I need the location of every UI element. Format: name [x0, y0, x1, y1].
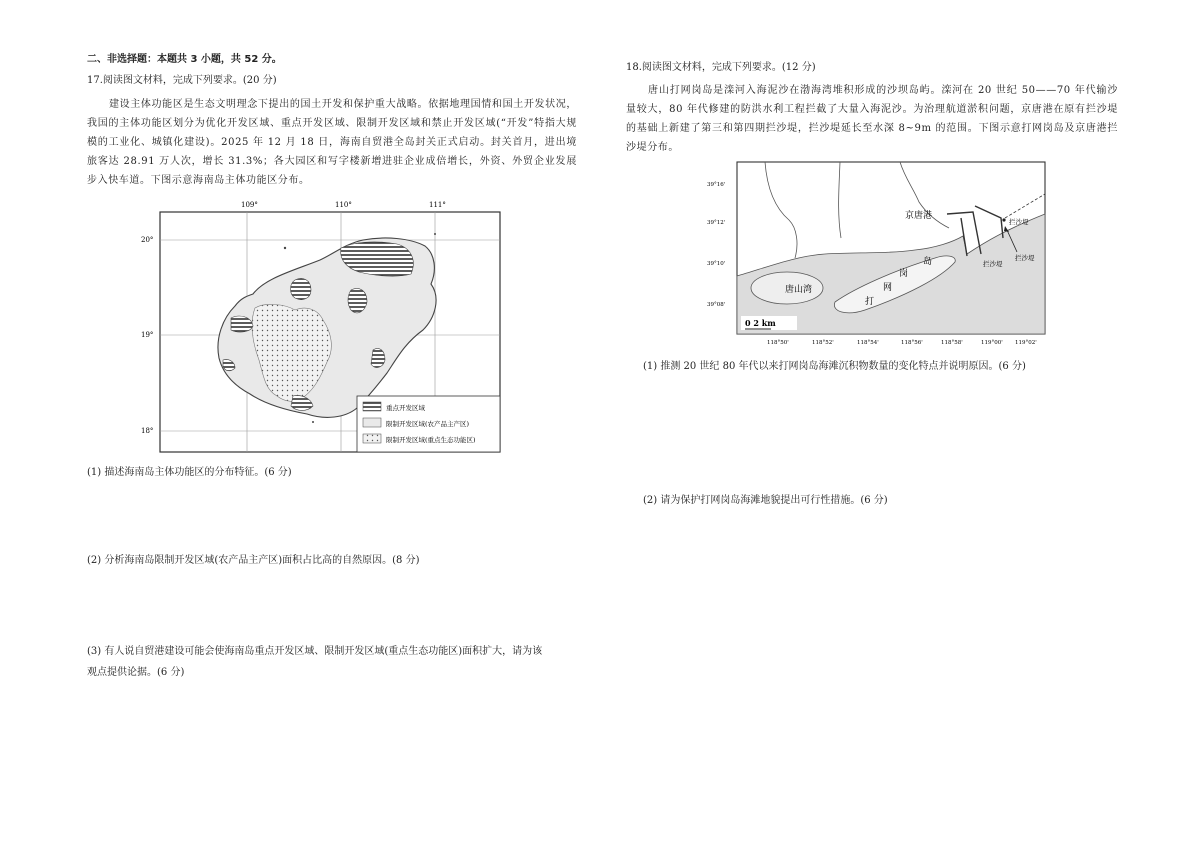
lon-label: 119°02': [1015, 340, 1037, 346]
key-dev-area: [291, 278, 312, 299]
lon-label: 118°58': [941, 340, 963, 346]
q17-sub1: (1) 描述海南岛主体功能区的分布特征。(6 分): [87, 467, 292, 478]
lon-label: 118°50': [767, 340, 789, 346]
key-dev-area: [348, 289, 367, 313]
lat-label: 20°: [141, 236, 154, 244]
lat-label: 39°12': [707, 220, 726, 226]
lon-label: 118°52': [812, 340, 834, 346]
hainan-map: [135, 198, 510, 458]
scale-label: 0 2 km: [745, 318, 776, 328]
section-header: 二、非选择题：本题共 3 小题，共 52 分。: [87, 54, 282, 65]
lon-label: 109°: [241, 201, 258, 209]
legend-label: 重点开发区域: [386, 404, 425, 412]
lat-label: 39°16': [707, 182, 726, 188]
island-char: 打: [865, 297, 875, 307]
dike-label: 拦沙堤: [1009, 218, 1029, 226]
dike-label: 拦沙堤: [1015, 254, 1035, 262]
q17-title: 17.阅读图文材料，完成下列要求。(20 分): [87, 75, 277, 86]
lat-label: 18°: [141, 427, 154, 435]
legend-label: 限制开发区域(重点生态功能区): [386, 436, 476, 444]
lon-label: 118°54': [857, 340, 879, 346]
island-char: 岛: [923, 257, 933, 267]
q17-material: 建设主体功能区是生态文明理念下提出的国土开发和保护重大战略。依据地理国情和国土开发状况，我国的主体功能区划分为优化开发区域、重点开发区域、限制开发区域和禁止开发区域(“开发”特指大规模的工业化、城镇化建设)。2025 年 12 月 18 日，海南自贸港全岛封关正式启动。封关首月，进出境旅客达 28.91 万人次，增长 31.3%；各大园区和写字楼新增进驻企业成倍增长，外资、外贸企业发展步入快车道。下图示意海南岛主体功能区分布。: [87, 99, 577, 186]
q18-material: 唐山打网岗岛是滦河入海泥沙在渤海湾堆积形成的沙坝岛屿。滦河在 20 世纪 50——70 年代输沙量较大，80 年代修建的防洪水利工程拦截了大量入海泥沙。为治理航道淤积问题，京唐港在原有拦沙堤的基础上新建了第三和第四期拦沙堤，拦沙堤延长至水深 8~9m 的范围。下图示意打网岗岛及京唐港拦沙堤分布。: [626, 85, 1118, 153]
dike-label: 拦沙堤: [983, 260, 1003, 268]
port-label: 京唐港: [905, 211, 933, 221]
bay-label: 唐山湾: [785, 285, 813, 295]
legend-label: 限制开发区域(农产品主产区): [386, 420, 470, 428]
lon-label: 111°: [429, 201, 446, 209]
map-legend: [357, 396, 500, 452]
lat-label: 19°: [141, 331, 154, 339]
lon-label: 118°56': [901, 340, 923, 346]
island-char: 岗: [899, 269, 909, 279]
island-char: 网: [883, 283, 893, 293]
dawanggang-map: [705, 158, 1050, 354]
q17-sub2: (2) 分析海南岛限制开发区域(农产品主产区)面积占比高的自然原因。(8 分): [87, 555, 420, 566]
lon-label: 119°00': [981, 340, 1003, 346]
q17-sub3-line1: (3) 有人说自贸港建设可能会使海南岛重点开发区域、限制开发区域(重点生态功能区)面积扩大，请为该: [87, 646, 543, 657]
key-dev-area: [371, 348, 385, 367]
lat-label: 39°08': [707, 302, 726, 308]
q17-sub3-line2: 观点提供论据。(6 分): [87, 667, 185, 678]
lat-label: 39°10': [707, 261, 726, 267]
lon-label: 110°: [335, 201, 352, 209]
q18-sub2: (2) 请为保护打网岗岛海滩地貌提出可行性措施。(6 分): [643, 495, 888, 506]
q18-title: 18.阅读图文材料，完成下列要求。(12 分): [626, 62, 816, 73]
q18-sub1: (1) 推测 20 世纪 80 年代以来打网岗岛海滩沉积物数量的变化特点并说明原因。(6 分): [643, 361, 1026, 372]
